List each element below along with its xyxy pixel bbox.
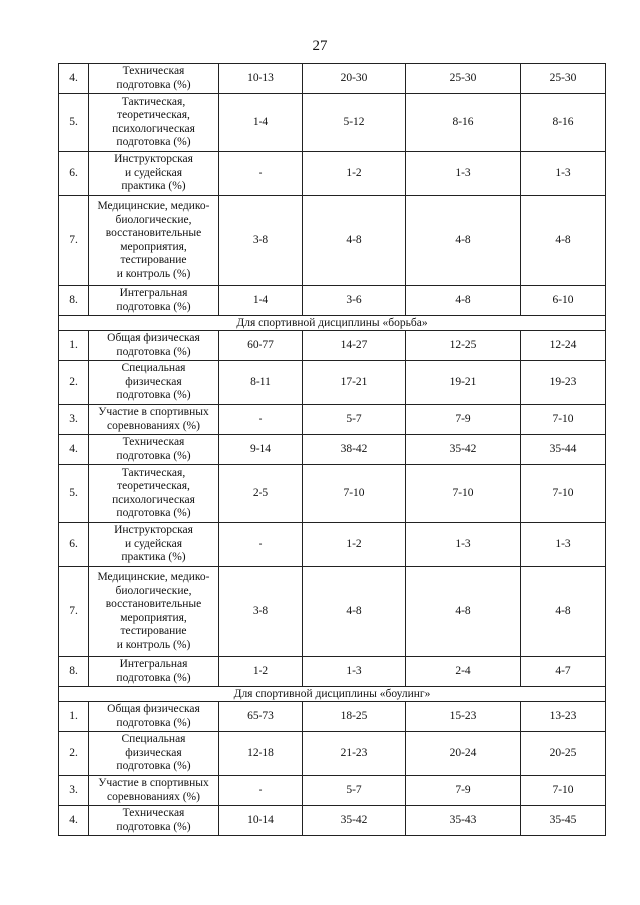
row-number: 7.: [59, 567, 89, 657]
table-row: [59, 567, 606, 657]
value-cell: 35-44: [521, 435, 606, 465]
value-cell: 1-3: [406, 152, 521, 196]
row-number: 6.: [59, 152, 89, 196]
value-cell: 25-30: [406, 64, 521, 94]
table-row: [59, 732, 606, 776]
row-name: Инструкторская и судейская практика (%): [89, 523, 219, 567]
row-name: Техническая подготовка (%): [89, 64, 219, 94]
row-number: 5.: [59, 465, 89, 523]
value-cell: 38-42: [303, 435, 406, 465]
table-row: [59, 776, 606, 806]
row-name: Участие в спортивных соревнованиях (%): [89, 776, 219, 806]
row-name: Участие в спортивных соревнованиях (%): [89, 405, 219, 435]
value-cell: 7-9: [406, 405, 521, 435]
value-cell: 1-2: [303, 152, 406, 196]
value-cell: 19-21: [406, 361, 521, 405]
section-title: Для спортивной дисциплины «борьба»: [59, 316, 606, 331]
value-cell: 21-23: [303, 732, 406, 776]
row-number: 8.: [59, 286, 89, 316]
row-number: 1.: [59, 702, 89, 732]
table-row: [59, 806, 606, 836]
value-cell: 8-16: [521, 94, 606, 152]
table-row: [59, 657, 606, 687]
row-number: 2.: [59, 732, 89, 776]
value-cell: 7-10: [521, 405, 606, 435]
value-cell: 1-4: [219, 94, 303, 152]
value-cell: 1-3: [521, 523, 606, 567]
row-name: Общая физическая подготовка (%): [89, 331, 219, 361]
value-cell: 2-4: [406, 657, 521, 687]
table-row: [59, 152, 606, 196]
value-cell: 25-30: [521, 64, 606, 94]
value-cell: 35-45: [521, 806, 606, 836]
table-row: [59, 286, 606, 316]
table-row: [59, 523, 606, 567]
value-cell: 35-42: [406, 435, 521, 465]
value-cell: -: [219, 152, 303, 196]
row-number: 1.: [59, 331, 89, 361]
value-cell: 7-10: [521, 465, 606, 523]
value-cell: 65-73: [219, 702, 303, 732]
value-cell: -: [219, 776, 303, 806]
value-cell: 4-7: [521, 657, 606, 687]
value-cell: 3-8: [219, 196, 303, 286]
table-row: [59, 64, 606, 94]
value-cell: 2-5: [219, 465, 303, 523]
value-cell: 19-23: [521, 361, 606, 405]
value-cell: 3-8: [219, 567, 303, 657]
table-row: [59, 702, 606, 732]
row-name: Медицинские, медико- биологические, восстановительные мероприятия, тестирование и контроль (%): [89, 196, 219, 286]
value-cell: 60-77: [219, 331, 303, 361]
value-cell: 7-10: [521, 776, 606, 806]
row-name: Интегральная подготовка (%): [89, 286, 219, 316]
section-title: Для спортивной дисциплины «боулинг»: [59, 687, 606, 702]
value-cell: 17-21: [303, 361, 406, 405]
row-number: 8.: [59, 657, 89, 687]
value-cell: 35-42: [303, 806, 406, 836]
row-number: 2.: [59, 361, 89, 405]
value-cell: 5-12: [303, 94, 406, 152]
value-cell: -: [219, 405, 303, 435]
page-number: 27: [312, 38, 328, 54]
table-row: [59, 405, 606, 435]
value-cell: 5-7: [303, 405, 406, 435]
value-cell: 35-43: [406, 806, 521, 836]
row-name: Техническая подготовка (%): [89, 435, 219, 465]
value-cell: 8-16: [406, 94, 521, 152]
row-number: 4.: [59, 806, 89, 836]
value-cell: 1-2: [303, 523, 406, 567]
row-name: Специальная физическая подготовка (%): [89, 361, 219, 405]
value-cell: 7-10: [406, 465, 521, 523]
value-cell: -: [219, 523, 303, 567]
training-ratio-table: [58, 63, 606, 836]
row-name: Инструкторская и судейская практика (%): [89, 152, 219, 196]
row-name: Техническая подготовка (%): [89, 806, 219, 836]
value-cell: 1-2: [219, 657, 303, 687]
value-cell: 4-8: [406, 196, 521, 286]
row-number: 3.: [59, 405, 89, 435]
value-cell: 12-24: [521, 331, 606, 361]
value-cell: 20-25: [521, 732, 606, 776]
table-row: [59, 331, 606, 361]
value-cell: 4-8: [521, 567, 606, 657]
value-cell: 20-24: [406, 732, 521, 776]
table-row: [59, 465, 606, 523]
value-cell: 8-11: [219, 361, 303, 405]
table-row: [59, 94, 606, 152]
value-cell: 10-13: [219, 64, 303, 94]
value-cell: 20-30: [303, 64, 406, 94]
value-cell: 12-25: [406, 331, 521, 361]
value-cell: 4-8: [406, 286, 521, 316]
value-cell: 4-8: [406, 567, 521, 657]
value-cell: 9-14: [219, 435, 303, 465]
row-name: Интегральная подготовка (%): [89, 657, 219, 687]
value-cell: 7-9: [406, 776, 521, 806]
row-name: Общая физическая подготовка (%): [89, 702, 219, 732]
table-row: [59, 361, 606, 405]
value-cell: 1-3: [303, 657, 406, 687]
value-cell: 1-3: [406, 523, 521, 567]
value-cell: 15-23: [406, 702, 521, 732]
row-name: Тактическая, теоретическая, психологическая подготовка (%): [89, 94, 219, 152]
value-cell: 4-8: [521, 196, 606, 286]
section-row: [59, 687, 606, 702]
value-cell: 6-10: [521, 286, 606, 316]
row-number: 4.: [59, 64, 89, 94]
value-cell: 4-8: [303, 196, 406, 286]
value-cell: 7-10: [303, 465, 406, 523]
value-cell: 10-14: [219, 806, 303, 836]
value-cell: 13-23: [521, 702, 606, 732]
row-number: 6.: [59, 523, 89, 567]
row-number: 7.: [59, 196, 89, 286]
section-row: [59, 316, 606, 331]
row-name: Специальная физическая подготовка (%): [89, 732, 219, 776]
row-number: 4.: [59, 435, 89, 465]
row-number: 3.: [59, 776, 89, 806]
row-name: Медицинские, медико- биологические, восстановительные мероприятия, тестирование и контроль (%): [89, 567, 219, 657]
value-cell: 14-27: [303, 331, 406, 361]
row-name: Тактическая, теоретическая, психологическая подготовка (%): [89, 465, 219, 523]
table-row: [59, 435, 606, 465]
value-cell: 1-4: [219, 286, 303, 316]
value-cell: 18-25: [303, 702, 406, 732]
value-cell: 4-8: [303, 567, 406, 657]
value-cell: 3-6: [303, 286, 406, 316]
table-body: [59, 64, 606, 836]
table-row: [59, 196, 606, 286]
row-number: 5.: [59, 94, 89, 152]
value-cell: 1-3: [521, 152, 606, 196]
value-cell: 12-18: [219, 732, 303, 776]
value-cell: 5-7: [303, 776, 406, 806]
